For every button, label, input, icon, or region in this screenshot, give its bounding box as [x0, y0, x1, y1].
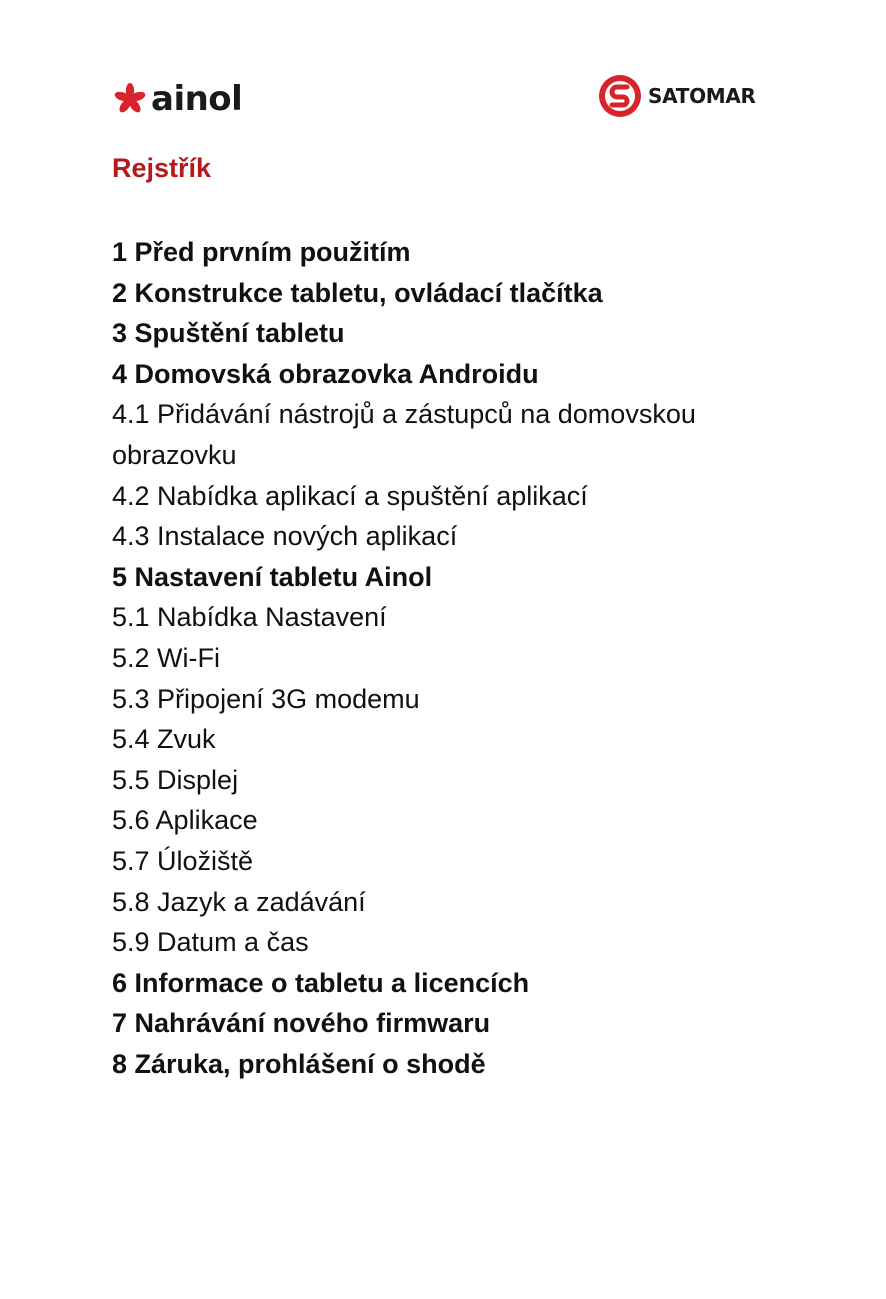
ainol-logo	[113, 74, 242, 124]
toc-item[interactable]: 5.5 Displej	[112, 764, 239, 795]
toc-item[interactable]: 4.1 Přidávání nástrojů a zástupců na domovskou obrazovku	[112, 399, 696, 470]
satomar-s-icon	[598, 74, 642, 118]
asterisk-icon	[113, 82, 147, 116]
satomar-logo-text: SATOMAR	[648, 84, 756, 108]
toc-item[interactable]: 3 Spuštění tabletu	[112, 318, 345, 349]
toc-item[interactable]: 5 Nastavení tabletu Ainol	[112, 561, 433, 592]
table-of-contents	[112, 232, 792, 1084]
toc-item[interactable]: 4 Domovská obrazovka Androidu	[112, 358, 539, 389]
ainol-logo-text: ainol	[151, 79, 243, 119]
toc-item[interactable]: 5.9 Datum a čas	[112, 927, 309, 958]
toc-item[interactable]: 2 Konstrukce tabletu, ovládací tlačítka	[112, 277, 603, 308]
toc-item[interactable]: 4.2 Nabídka aplikací a spuštění aplikací	[112, 480, 588, 511]
toc-item[interactable]: 5.6 Aplikace	[112, 805, 258, 836]
toc-item[interactable]: 5.7 Úložiště	[112, 845, 254, 876]
toc-item[interactable]: 5.4 Zvuk	[112, 724, 216, 755]
toc-item[interactable]: 5.3 Připojení 3G modemu	[112, 683, 420, 714]
toc-item[interactable]: 7 Nahrávání nového firmwaru	[112, 1008, 491, 1039]
toc-item[interactable]: 5.8 Jazyk a zadávání	[112, 886, 366, 917]
page-title: Rejstřík	[112, 153, 212, 183]
toc-item[interactable]: 6 Informace o tabletu a licencích	[112, 967, 530, 998]
page-header	[0, 0, 886, 140]
satomar-logo	[598, 72, 756, 120]
toc-item[interactable]: 5.2 Wi-Fi	[112, 642, 220, 673]
toc-item[interactable]: 5.1 Nabídka Nastavení	[112, 602, 387, 633]
toc-item[interactable]: 4.3 Instalace nových aplikací	[112, 521, 458, 552]
toc-item[interactable]: 8 Záruka, prohlášení o shodě	[112, 1048, 486, 1079]
toc-item[interactable]: 1 Před prvním použitím	[112, 237, 411, 267]
